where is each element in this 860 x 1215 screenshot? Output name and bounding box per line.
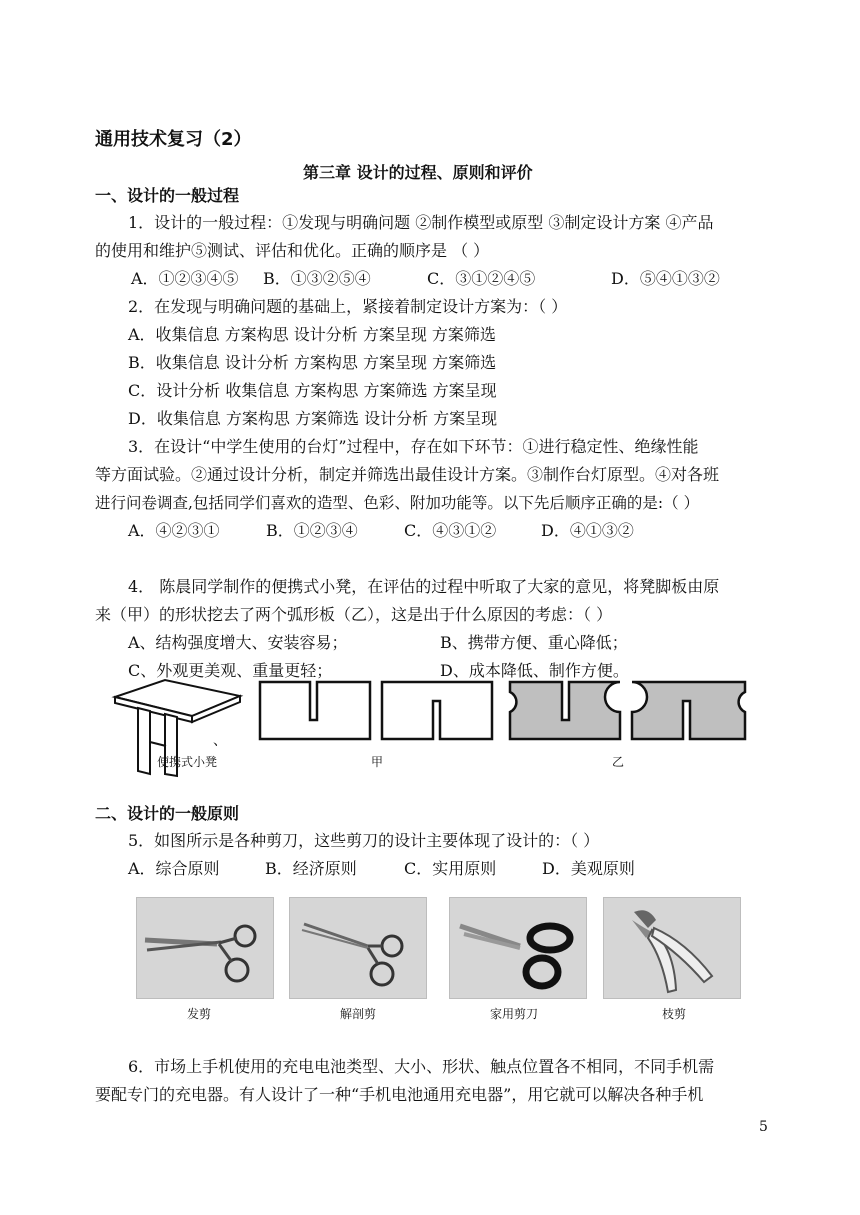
q4-line2: 来（甲）的形状挖去了两个弧形板（乙），这是出于什么原因的考虑：（ ） [95,605,613,624]
q4-option-a: A、结构强度增大、安装容易； [128,633,348,652]
q1-line2: 的使用和维护⑤测试、评估和优化。正确的顺序是 （ ） [95,241,490,260]
q2-option-d: D．收集信息 方案构思 方案筛选 设计分析 方案呈现 [128,409,498,428]
plate-yi [510,682,745,739]
doc-title: 通用技术复习（2） [95,129,252,150]
q6-line1: 6．市场上手机使用的充电电池类型、大小、形状、触点位置各不相同，不同手机需 [128,1057,715,1076]
caption-jia: 甲 [371,755,384,769]
scissors-icon [290,898,426,998]
photo-caption-dissecting: 解剖剪 [340,1007,377,1021]
photo-dissecting-scissors [289,897,427,999]
page-number: 5 [759,1119,768,1135]
caption-yi: 乙 [612,755,625,769]
photo-household-scissors [449,897,587,999]
q1-option-d: D．⑤④①③② [611,269,720,288]
q5-option-c: C．实用原则 [404,859,497,878]
q3-option-c: C．④③①② [404,521,497,540]
q3-option-b: B．①②③④ [266,521,358,540]
q3-option-a: A．④②③① [128,521,220,540]
photo-caption-pruning: 枝剪 [662,1007,687,1021]
q6-line2: 要配专门的充电器。有人设计了一种“手机电池通用充电器”，用它就可以解决各种手机 [95,1085,704,1104]
q3-line2: 等方面试验。②通过设计分析，制定并筛选出最佳设计方案。③制作台灯原型。④对各班 [95,465,720,484]
q2-line1: 2．在发现与明确问题的基础上，紧接着制定设计方案为：（ ） [128,297,568,316]
q5-option-a: A．综合原则 [128,859,220,878]
chapter-heading: 第三章 设计的过程、原则和评价 [303,163,533,182]
photo-pruning-shears [603,897,741,999]
q1-line1: 1．设计的一般过程：①发现与明确问题 ②制作模型或原型 ③制定设计方案 ④产品 [128,213,714,232]
q2-option-b: B．收集信息 设计分析 方案构思 方案呈现 方案筛选 [128,353,497,372]
scissors-icon [137,898,273,998]
plate-jia [260,682,492,739]
q5-line1: 5．如图所示是各种剪刀，这些剪刀的设计主要体现了设计的：（ ） [128,831,600,850]
q4-option-c: C、外观更美观、重量更轻； [128,661,333,680]
photo-hair-scissors [136,897,274,999]
photo-caption-hair: 发剪 [187,1007,212,1021]
q3-line3: 进行问卷调查,包括同学们喜欢的造型、色彩、附加功能等。以下先后顺序正确的是:（ ） [95,494,700,512]
q4-line1: 4． 陈晨同学制作的便携式小凳，在评估的过程中听取了大家的意见，将凳脚板由原 [128,577,720,596]
q4-option-b: B、携带方便、重心降低； [440,633,628,652]
q2-option-c: C．设计分析 收集信息 方案构思 方案筛选 方案呈现 [128,381,497,400]
q5-option-b: B．经济原则 [265,859,357,878]
q3-line1: 3．在设计“中学生使用的台灯”过程中，存在如下环节：①进行稳定性、绝缘性能 [128,437,699,456]
q1-option-c: C．③①②④⑤ [427,269,536,288]
q3-option-d: D．④①③② [541,521,634,540]
section1-heading: 一、设计的一般过程 [95,186,240,205]
q2-option-a: A．收集信息 方案构思 设计分析 方案呈现 方案筛选 [128,325,496,344]
scissors-icon [450,898,586,998]
scissors-icon [604,898,740,998]
q4-option-d: D、成本降低、制作方便。 [440,661,629,680]
fig-mark: 、 [213,733,227,749]
section2-heading: 二、设计的一般原则 [95,804,240,823]
photo-caption-household: 家用剪刀 [490,1007,539,1021]
caption-stool: 便携式小凳 [157,755,218,769]
q5-option-d: D．美观原则 [542,859,635,878]
q1-option-a: A．①②③④⑤ [131,269,239,288]
q1-option-b: B．①③②⑤④ [263,269,371,288]
